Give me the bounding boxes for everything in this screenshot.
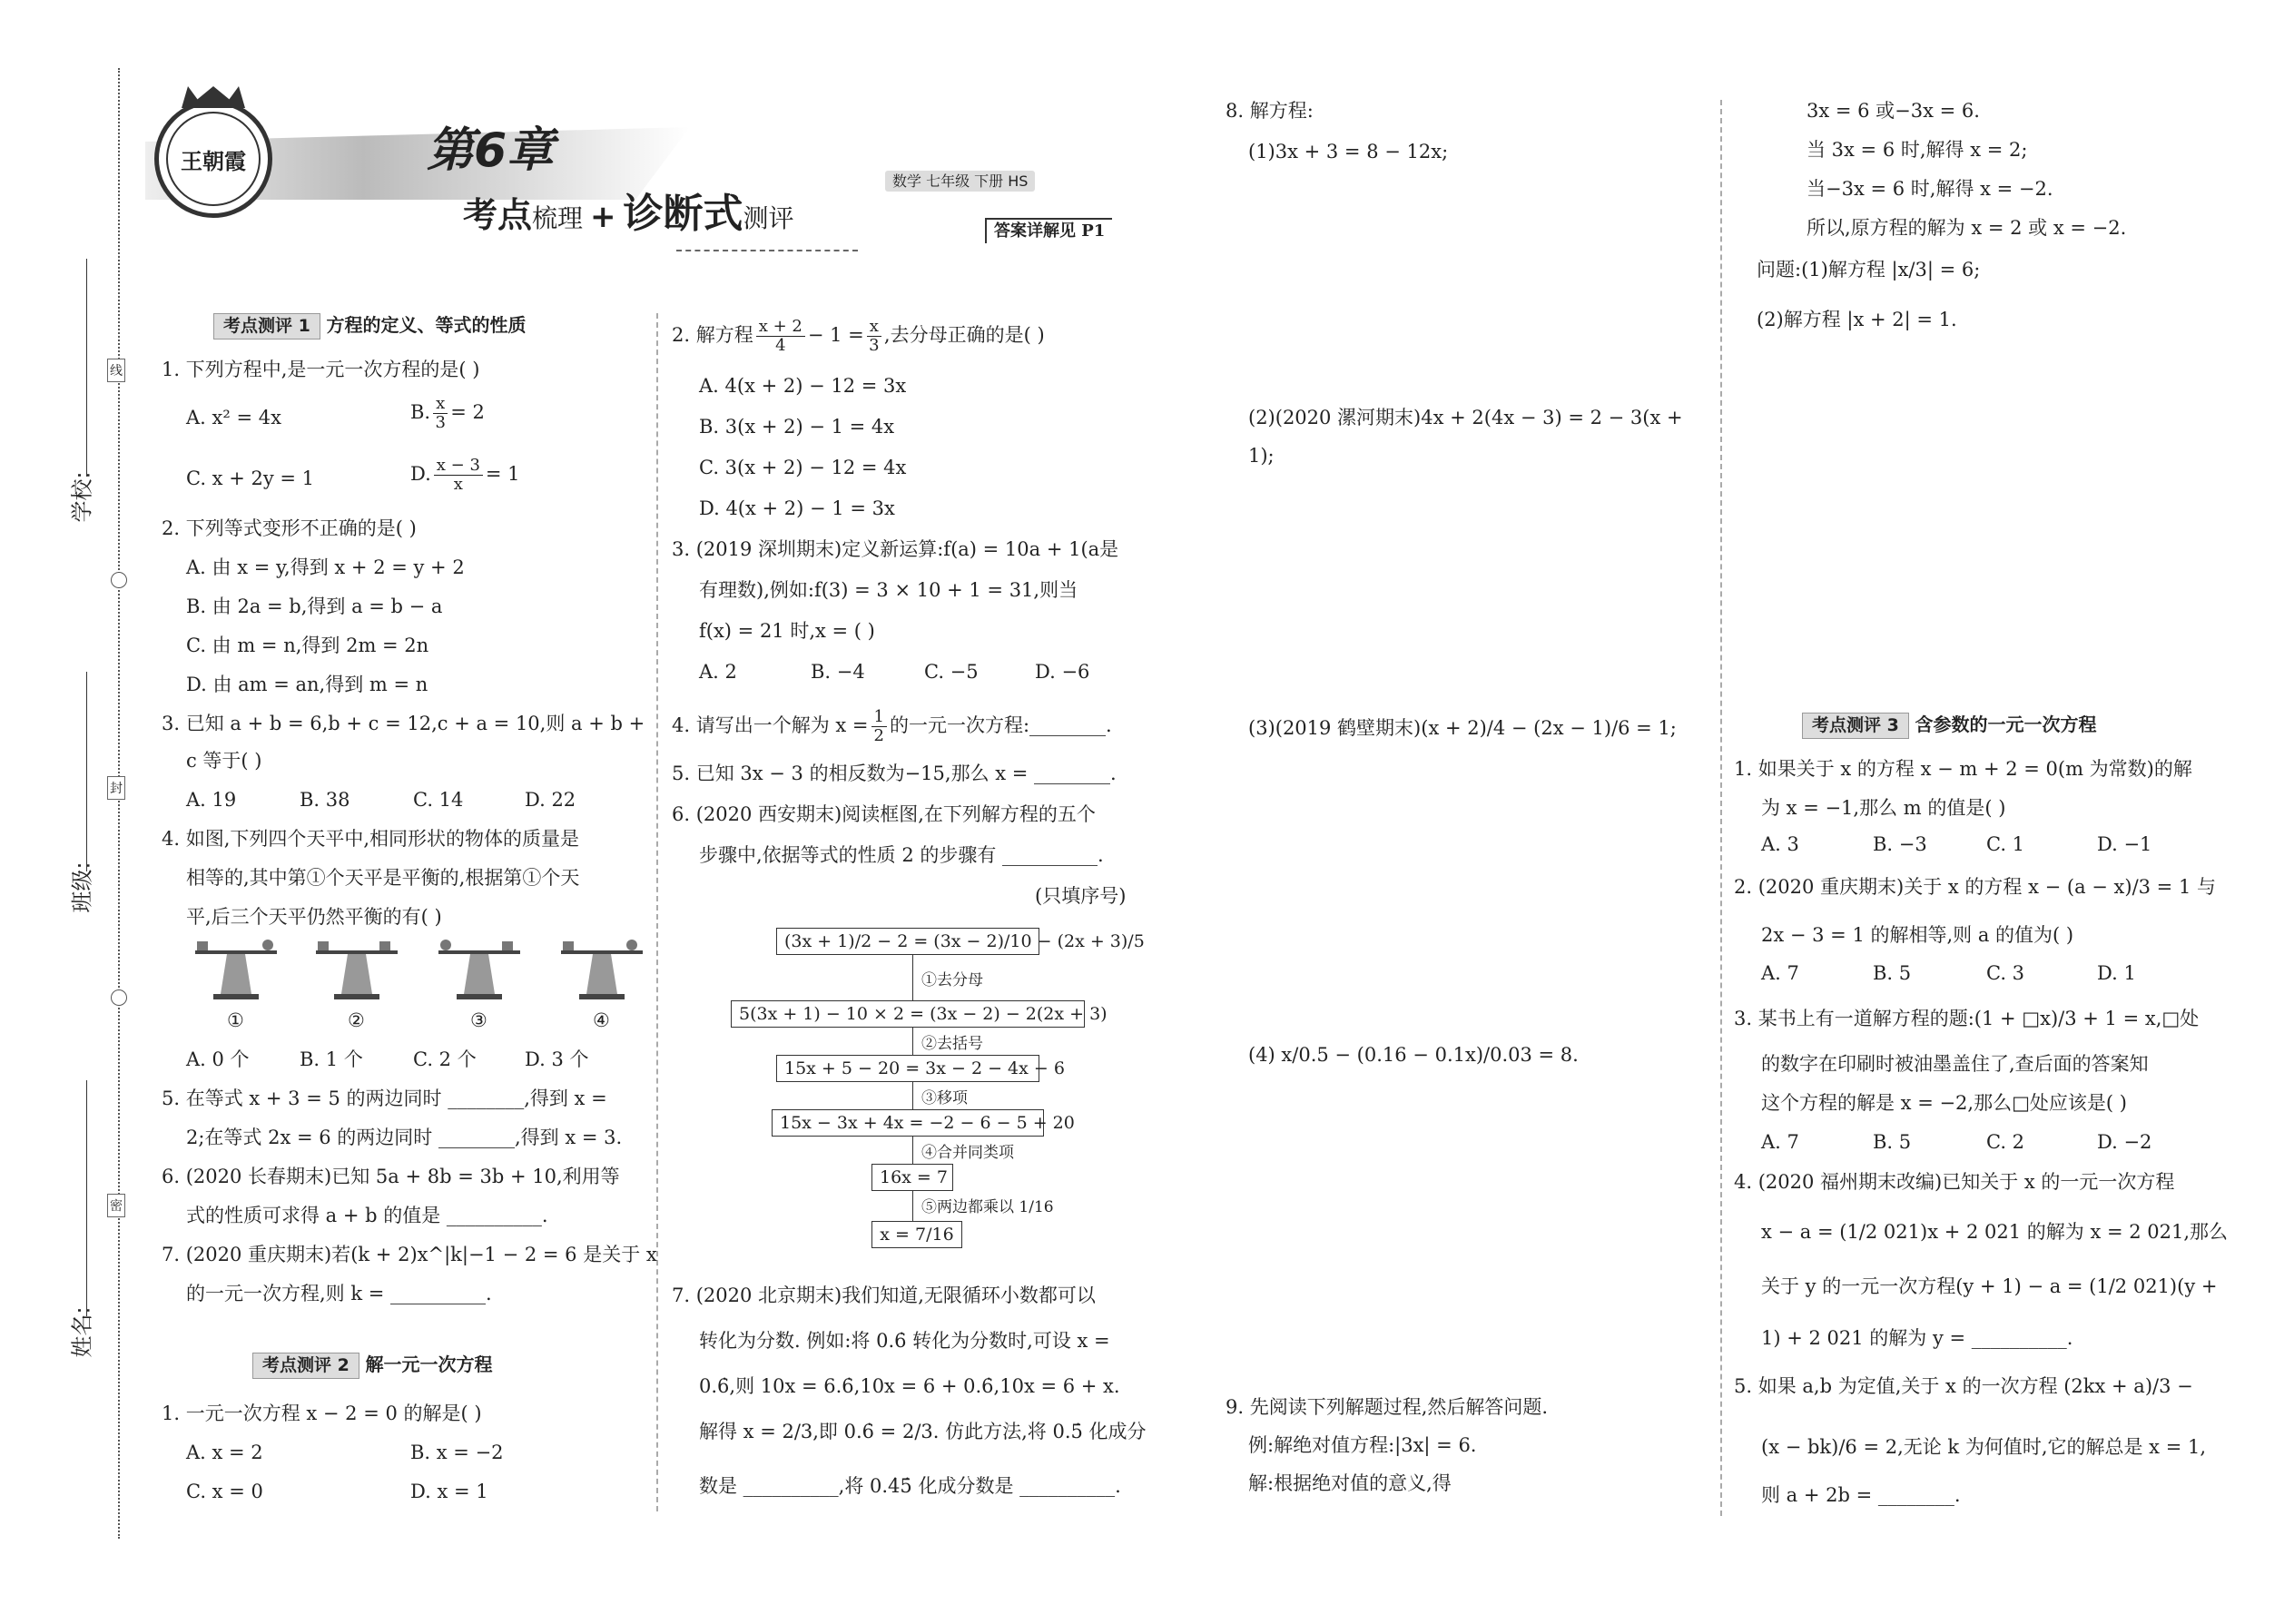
s2-q3a[interactable]: A. 2 <box>699 661 737 683</box>
s3-q4-line4: 1) + 2 021 的解为 y = __________. <box>1761 1327 2073 1349</box>
flow-step-1-label: ①去分母 <box>921 971 983 989</box>
section3-header <box>1802 713 2097 739</box>
s1-q4-line2: 相等的,其中第①个天平是平衡的,根据第①个天 <box>186 867 580 889</box>
s2-q1b[interactable]: B. x = −2 <box>410 1442 504 1463</box>
s1-q2: 2. 下列等式变形不正确的是( ) <box>162 517 417 539</box>
s1-q3a[interactable]: A. 19 <box>186 789 237 811</box>
s3-q5-line2: (x − bk)/6 = 2,无论 k 为何值时,它的解总是 x = 1, <box>1761 1436 2207 1458</box>
sub-plus: + <box>590 199 616 235</box>
s2-q9-question2: (2)解方程 |x + 2| = 1. <box>1757 309 1957 330</box>
s3-q1a[interactable]: A. 3 <box>1761 833 1799 855</box>
seal-mark-line: 线 <box>107 359 125 382</box>
name-label: 姓名: <box>69 1306 95 1358</box>
s3-q2c[interactable]: C. 3 <box>1986 962 2025 984</box>
binding-hole-1 <box>111 572 127 588</box>
s1-q6-line1: 6. (2020 长春期末)已知 5a + 8b = 3b + 10,利用等 <box>162 1166 620 1187</box>
s1-q2d[interactable]: D. 由 am = an,得到 m = n <box>186 674 428 695</box>
sub-kaodian: 考点 <box>463 195 533 235</box>
logo-text: 王朝霞 <box>166 112 261 206</box>
s2-q1: 1. 一元一次方程 x − 2 = 0 的解是( ) <box>162 1403 482 1424</box>
s1-q1a[interactable]: A. x² = 4x <box>186 407 281 428</box>
s3-q2a[interactable]: A. 7 <box>1761 962 1799 984</box>
s1-q7-line1: 7. (2020 重庆期末)若(k + 2)x^|k|−1 − 2 = 6 是关于 x <box>162 1244 657 1265</box>
s3-q2-line1: 2. (2020 重庆期末)关于 x 的方程 x − (a − x)/3 = 1 与 <box>1734 876 2216 898</box>
s2-q9-line1: 9. 先阅读下列解题过程,然后解答问题. <box>1226 1396 1549 1418</box>
balance-2-icon <box>307 940 407 1003</box>
s2-q1a[interactable]: A. x = 2 <box>186 1442 263 1463</box>
s2-q9-r3: 当−3x = 6 时,解得 x = −2. <box>1807 178 2053 200</box>
s2-q7-line3: 0.6̇,则 10x = 6.6̇,10x = 6 + 0.6̇,10x = 6 + x. <box>699 1375 1120 1397</box>
flow-step-4-box: 15x − 3x + 4x = −2 − 6 − 5 + 20 <box>772 1109 1044 1137</box>
s1-q4-line3: 平,后三个天平仍然平衡的有( ) <box>186 906 442 928</box>
balance-1-caption: ① <box>227 1009 244 1031</box>
header-subtitle <box>463 191 794 239</box>
s2-q3-line1: 3. (2019 深圳期末)定义新运算:f(a) = 10a + 1(a是 <box>672 538 1119 560</box>
s3-q5-line3: 则 a + 2b = ________. <box>1761 1484 1961 1506</box>
flow-step-3-label: ③移项 <box>921 1089 968 1107</box>
s3-q3b[interactable]: B. 5 <box>1873 1131 1912 1153</box>
s2-q1c[interactable]: C. x = 0 <box>186 1481 263 1502</box>
balance-3-caption: ③ <box>470 1009 487 1031</box>
s2-q9-r2: 当 3x = 6 时,解得 x = 2; <box>1807 139 2028 161</box>
balance-2-caption: ② <box>348 1009 365 1031</box>
binding-hole-2 <box>111 989 127 1006</box>
sub-shuli: 梳理 <box>532 203 584 233</box>
sub-ceping: 测评 <box>743 203 794 233</box>
s2-q8: 8. 解方程: <box>1226 100 1314 122</box>
seal-mark-seal: 封 <box>107 776 125 800</box>
school-label: 学校: <box>69 471 95 523</box>
balance-1-icon <box>186 940 286 1003</box>
s3-q3-line1: 3. 某书上有一道解方程的题:(1 + □x)/3 + 1 = x,□处 <box>1734 1008 2200 1029</box>
s2-q8-part1: (1)3x + 3 = 8 − 12x; <box>1248 141 1449 162</box>
s2-q8-part3: (3)(2019 鹤壁期末)(x + 2)/4 − (2x − 1)/6 = 1; <box>1248 717 1677 739</box>
s1-q2a[interactable]: A. 由 x = y,得到 x + 2 = y + 2 <box>186 556 465 578</box>
s3-q4-line1: 4. (2020 福州期末改编)已知关于 x 的一元一次方程 <box>1734 1171 2175 1193</box>
chapter-title: 第6章 <box>427 123 555 178</box>
s3-q3a[interactable]: A. 7 <box>1761 1131 1799 1153</box>
s3-q1d[interactable]: D. −1 <box>2097 833 2152 855</box>
section2-title: 解一元一次方程 <box>365 1353 493 1375</box>
s2-q3-line2: 有理数),例如:f(3) = 3 × 10 + 1 = 31,则当 <box>699 579 1078 601</box>
s2-q3b[interactable]: B. −4 <box>811 661 865 683</box>
s1-q5-line2: 2;在等式 2x = 6 的两边同时 ________,得到 x = 3. <box>186 1127 623 1148</box>
s2-q9-line3: 解:根据绝对值的意义,得 <box>1248 1472 1452 1494</box>
flow-step-4-label: ④合并同类项 <box>921 1144 1014 1162</box>
balance-4-icon <box>552 940 652 1003</box>
s2-q1d[interactable]: D. x = 1 <box>410 1481 488 1502</box>
s2-q9-r1: 3x = 6 或−3x = 6. <box>1807 100 1980 122</box>
column-divider-1 <box>656 313 658 1511</box>
s1-q2c[interactable]: C. 由 m = n,得到 2m = 2n <box>186 635 429 656</box>
s3-q2b[interactable]: B. 5 <box>1873 962 1912 984</box>
flow-step-2-box: 5(3x + 1) − 10 × 2 = (3x − 2) − 2(2x + 3) <box>731 1000 1085 1028</box>
s2-q7-line5: 数是 __________,将 0.4̇5̇ 化成分数是 __________. <box>699 1475 1121 1497</box>
section3-tag: 考点测评 3 <box>1802 713 1909 739</box>
section1-header <box>213 313 527 340</box>
section2-header <box>252 1353 493 1379</box>
s2-q8-part2-line2: 1); <box>1248 445 1275 467</box>
s3-q4-line2: x − a = (1/2 021)x + 2 021 的解为 x = 2 021,那么 <box>1761 1221 2229 1243</box>
flow-step-1-box: (3x + 1)/2 − 2 = (3x − 2)/10 − (2x + 3)/5 <box>776 928 1039 955</box>
s2-q2a[interactable]: A. 4(x + 2) − 12 = 3x <box>699 375 907 397</box>
s1-q3-line2: c 等于( ) <box>186 750 262 772</box>
section2-tag: 考点测评 2 <box>252 1353 359 1379</box>
balance-3-icon <box>429 940 529 1003</box>
s1-q4b[interactable]: B. 1 个 <box>300 1048 363 1070</box>
s2-q2b[interactable]: B. 3(x + 2) − 1 = 4x <box>699 416 895 438</box>
s1-q3c[interactable]: C. 14 <box>413 789 464 811</box>
flow-step-5-label: ⑤两边都乘以 1/16 <box>921 1198 1054 1216</box>
s2-q7-line4: 解得 x = 2/3,即 0.6̇ = 2/3. 仿此方法,将 0.5̇ 化成分 <box>699 1421 1147 1442</box>
s1-q1c[interactable]: C. x + 2y = 1 <box>186 468 314 489</box>
s2-q2c[interactable]: C. 3(x + 2) − 12 = 4x <box>699 457 907 478</box>
s1-q3b[interactable]: B. 38 <box>300 789 350 811</box>
s3-q4-line3: 关于 y 的一元一次方程(y + 1) − a = (1/2 021)(y + <box>1761 1275 2218 1297</box>
flow-step-3-box: 15x + 5 − 20 = 3x − 2 − 4x − 6 <box>776 1055 1039 1082</box>
s1-q3-line1: 3. 已知 a + b = 6,b + c = 12,c + a = 10,则 a + b + <box>162 713 645 734</box>
s2-q9-line2: 例:解绝对值方程:|3x| = 6. <box>1248 1434 1477 1456</box>
s1-q5-line1: 5. 在等式 x + 3 = 5 的两边同时 ________,得到 x = <box>162 1088 607 1109</box>
s3-q1c[interactable]: C. 1 <box>1986 833 2025 855</box>
flow-step-2-label: ②去括号 <box>921 1035 983 1053</box>
flow-step-5-box: 16x = 7 <box>871 1164 953 1191</box>
s1-q6-line2: 式的性质可求得 a + b 的值是 __________. <box>186 1205 548 1226</box>
s3-q1-line1: 1. 如果关于 x 的方程 x − m + 2 = 0(m 为常数)的解 <box>1734 758 2192 780</box>
s3-q1-line2: 为 x = −1,那么 m 的值是( ) <box>1761 797 2006 819</box>
s1-q4a[interactable]: A. 0 个 <box>186 1048 250 1070</box>
s2-q6-line3: (只填序号) <box>1035 885 1127 907</box>
class-field[interactable] <box>86 672 87 871</box>
s2-q6-line2: 步骤中,依据等式的性质 2 的步骤有 __________. <box>699 844 1104 866</box>
section3-title: 含参数的一元一次方程 <box>1915 714 2097 735</box>
s3-q3-line3: 这个方程的解是 x = −2,那么□处应该是( ) <box>1761 1092 2127 1114</box>
s2-q2: 2. 解方程 $\frac{x + 2}{4}$ − 1 = $\frac{x}{3}$ ,去分母正确的是( ) <box>672 317 1045 355</box>
s2-q2d[interactable]: D. 4(x + 2) − 1 = 3x <box>699 497 895 519</box>
s3-q3d[interactable]: D. −2 <box>2097 1131 2152 1153</box>
binding-dotted-line <box>118 68 120 1539</box>
header-dashed-line <box>676 250 858 251</box>
s2-q8-part4: (4) x/0.5 − (0.16 − 0.1x)/0.03 = 8. <box>1248 1044 1579 1066</box>
s2-q7-line2: 转化为分数. 例如:将 0.6̇ 转化为分数时,可设 x = <box>699 1330 1110 1352</box>
s2-q3c[interactable]: C. −5 <box>924 661 979 683</box>
s3-q3-line2: 的数字在印刷时被油墨盖住了,查后面的答案知 <box>1761 1053 2149 1075</box>
flow-step-6-box: x = 7/16 <box>871 1221 962 1248</box>
s1-q1d[interactable]: D. $\frac{x - 3}{x}$ = 1 <box>410 456 520 494</box>
section1-tag: 考点测评 1 <box>213 313 320 340</box>
logo-crown-icon <box>182 86 245 108</box>
s2-q9-question1: 问题:(1)解方程 |x/3| = 6; <box>1757 259 1981 281</box>
s1-q3d[interactable]: D. 22 <box>525 789 576 811</box>
s3-q3c[interactable]: C. 2 <box>1986 1131 2025 1153</box>
s1-q4c[interactable]: C. 2 个 <box>413 1048 477 1070</box>
s1-q2b[interactable]: B. 由 2a = b,得到 a = b − a <box>186 595 443 617</box>
class-label: 班级: <box>69 861 95 913</box>
section1-title: 方程的定义、等式的性质 <box>326 314 527 336</box>
sub-zhenduan: 诊断式 <box>623 191 743 237</box>
seal-mark-secret: 密 <box>107 1194 125 1217</box>
answer-reference: 答案详解见 P1 <box>985 218 1112 243</box>
s3-q2-line2: 2x − 3 = 1 的解相等,则 a 的值为( ) <box>1761 924 2074 946</box>
name-field[interactable] <box>86 1080 87 1316</box>
balance-4-caption: ④ <box>593 1009 610 1031</box>
column-divider-2 <box>1720 100 1722 1516</box>
s1-q1b[interactable]: B. $\frac{x}{3}$ = 2 <box>410 394 485 432</box>
s2-q8-part2-line1: (2)(2020 漯河期末)4x + 2(4x − 3) = 2 − 3(x + <box>1248 407 1683 428</box>
s2-q4: 4. 请写出一个解为 x = $\frac{1}{2}$ 的一元一次方程:________. <box>672 707 1112 745</box>
s1-q1: 1. 下列方程中,是一元一次方程的是( ) <box>162 359 480 380</box>
s2-q9-r4: 所以,原方程的解为 x = 2 或 x = −2. <box>1807 217 2127 239</box>
s2-q3d[interactable]: D. −6 <box>1035 661 1090 683</box>
s3-q2d[interactable]: D. 1 <box>2097 962 2136 984</box>
s1-q4d[interactable]: D. 3 个 <box>525 1048 589 1070</box>
subject-badge: 数学 七年级 下册 HS <box>885 171 1035 192</box>
s1-q7-line2: 的一元一次方程,则 k = __________. <box>186 1283 492 1304</box>
s1-q4-line1: 4. 如图,下列四个天平中,相同形状的物体的质量是 <box>162 828 580 850</box>
s2-q3-line3: f(x) = 21 时,x = ( ) <box>699 620 875 642</box>
school-field[interactable] <box>86 259 87 477</box>
s3-q1b[interactable]: B. −3 <box>1873 833 1927 855</box>
s2-q6-line1: 6. (2020 西安期末)阅读框图,在下列解方程的五个 <box>672 803 1096 825</box>
s3-q5-line1: 5. 如果 a,b 为定值,关于 x 的一次方程 (2kx + a)/3 − <box>1734 1375 2193 1397</box>
s2-q5: 5. 已知 3x − 3 的相反数为−15,那么 x = ________. <box>672 763 1117 784</box>
logo-seal <box>154 100 272 218</box>
s2-q7-line1: 7. (2020 北京期末)我们知道,无限循环小数都可以 <box>672 1284 1096 1306</box>
